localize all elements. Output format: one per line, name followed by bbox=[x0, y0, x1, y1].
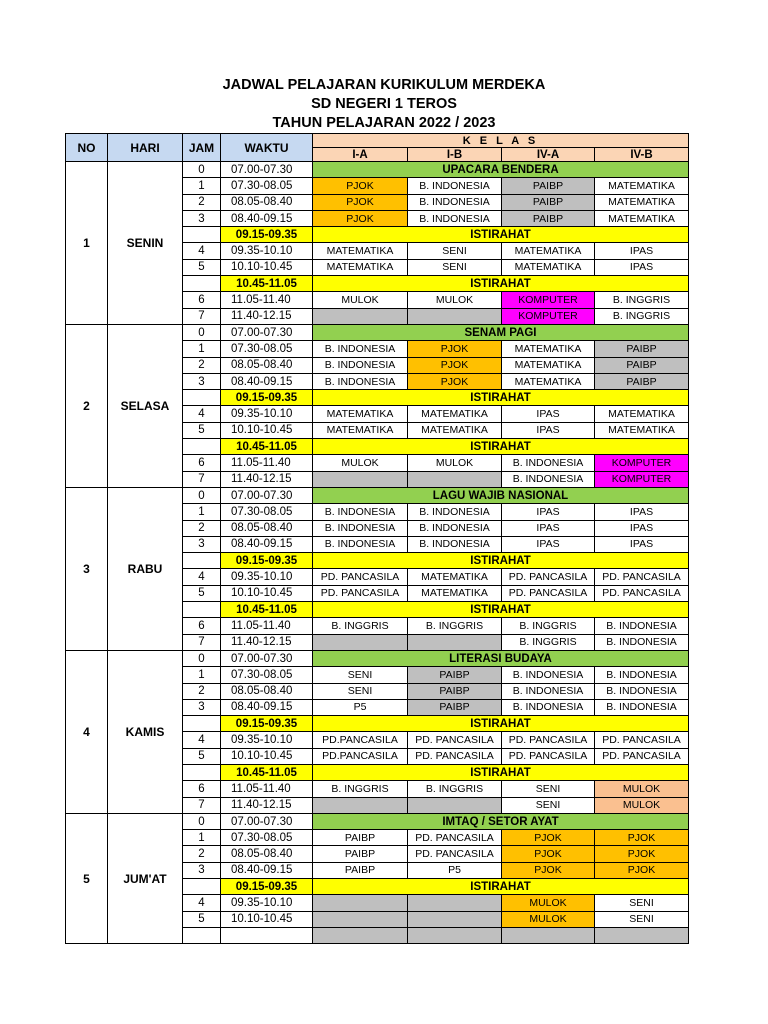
subject-cell: B. INDONESIA bbox=[408, 178, 502, 194]
subject-cell: MATEMATIKA bbox=[313, 259, 408, 275]
subject-cell: B. INGGRIS bbox=[595, 292, 689, 308]
jam-number: 0 bbox=[183, 162, 221, 178]
subject-cell: B. INDONESIA bbox=[502, 471, 595, 487]
jam-number: 4 bbox=[183, 243, 221, 259]
jam-number: 4 bbox=[183, 569, 221, 585]
subject-cell: B. INDONESIA bbox=[313, 341, 408, 357]
time-slot: 11.40-12.15 bbox=[221, 308, 313, 324]
time-slot: 08.40-09.15 bbox=[221, 699, 313, 715]
time-slot: 08.05-08.40 bbox=[221, 357, 313, 373]
subject-cell bbox=[313, 634, 408, 650]
subject-cell: B. INGGRIS bbox=[502, 618, 595, 634]
subject-cell: KOMPUTER bbox=[502, 292, 595, 308]
break-label: ISTIRAHAT bbox=[313, 276, 689, 292]
activity-label: UPACARA BENDERA bbox=[313, 162, 689, 178]
subject-cell: MATEMATIKA bbox=[408, 585, 502, 601]
subject-cell: IPAS bbox=[595, 259, 689, 275]
day-number: 4 bbox=[66, 650, 108, 813]
subject-cell: SENI bbox=[313, 667, 408, 683]
subject-cell: PJOK bbox=[595, 862, 689, 878]
header-class-ib: I-B bbox=[408, 148, 502, 162]
subject-cell: PJOK bbox=[502, 830, 595, 846]
subject-cell: MATEMATIKA bbox=[502, 259, 595, 275]
subject-cell: IPAS bbox=[502, 504, 595, 520]
subject-cell: MATEMATIKA bbox=[408, 422, 502, 438]
break-time: 09.15-09.35 bbox=[221, 879, 313, 895]
schedule-row bbox=[66, 487, 689, 503]
jam-number: 1 bbox=[183, 667, 221, 683]
time-slot: 10.10-10.45 bbox=[221, 585, 313, 601]
subject-cell: PJOK bbox=[595, 846, 689, 862]
jam-number: 1 bbox=[183, 341, 221, 357]
jam-number: 6 bbox=[183, 292, 221, 308]
subject-cell: PD. PANCASILA bbox=[313, 569, 408, 585]
subject-cell: B. INDONESIA bbox=[595, 634, 689, 650]
jam-number: 1 bbox=[183, 178, 221, 194]
time-slot: 10.10-10.45 bbox=[221, 422, 313, 438]
subject-cell: PJOK bbox=[313, 210, 408, 226]
break-time: 09.15-09.35 bbox=[221, 227, 313, 243]
jam-number: 0 bbox=[183, 813, 221, 829]
break-time: 10.45-11.05 bbox=[221, 276, 313, 292]
subject-cell: B. INDONESIA bbox=[502, 699, 595, 715]
subject-cell: B. INDONESIA bbox=[595, 683, 689, 699]
time-slot: 07.30-08.05 bbox=[221, 667, 313, 683]
subject-cell: PJOK bbox=[502, 862, 595, 878]
jam-empty bbox=[183, 716, 221, 732]
subject-cell: KOMPUTER bbox=[595, 455, 689, 471]
break-time: 10.45-11.05 bbox=[221, 602, 313, 618]
subject-cell: PJOK bbox=[408, 373, 502, 389]
jam-number: 2 bbox=[183, 520, 221, 536]
subject-cell: PAIBP bbox=[502, 178, 595, 194]
schedule-row bbox=[66, 650, 689, 666]
subject-cell bbox=[313, 895, 408, 911]
subject-cell: MATEMATIKA bbox=[502, 357, 595, 373]
jam-number: 2 bbox=[183, 683, 221, 699]
subject-cell: PD. PANCASILA bbox=[595, 732, 689, 748]
time-slot: 11.40-12.15 bbox=[221, 797, 313, 813]
subject-cell: PAIBP bbox=[408, 667, 502, 683]
header-no: NO bbox=[66, 134, 108, 162]
break-label: ISTIRAHAT bbox=[313, 227, 689, 243]
subject-cell: SENI bbox=[595, 911, 689, 927]
jam-number: 7 bbox=[183, 634, 221, 650]
subject-cell: PJOK bbox=[408, 357, 502, 373]
subject-cell: B. INDONESIA bbox=[502, 455, 595, 471]
jam-number: 6 bbox=[183, 455, 221, 471]
subject-cell: P5 bbox=[408, 862, 502, 878]
time-slot: 07.00-07.30 bbox=[221, 487, 313, 503]
time-slot: 08.05-08.40 bbox=[221, 683, 313, 699]
break-label: ISTIRAHAT bbox=[313, 602, 689, 618]
subject-cell: B. INDONESIA bbox=[313, 357, 408, 373]
header-class-ivb: IV-B bbox=[595, 148, 689, 162]
time-slot: 09.35-10.10 bbox=[221, 243, 313, 259]
schedule-row bbox=[66, 324, 689, 340]
subject-cell: KOMPUTER bbox=[595, 471, 689, 487]
jam-number: 4 bbox=[183, 895, 221, 911]
jam-number: 3 bbox=[183, 862, 221, 878]
schedule-row bbox=[66, 162, 689, 178]
break-label: ISTIRAHAT bbox=[313, 553, 689, 569]
subject-cell: MULOK bbox=[313, 292, 408, 308]
jam-number: 3 bbox=[183, 699, 221, 715]
subject-cell: PD. PANCASILA bbox=[502, 585, 595, 601]
time-slot: 10.10-10.45 bbox=[221, 259, 313, 275]
time-slot: 09.35-10.10 bbox=[221, 895, 313, 911]
subject-cell: B. INDONESIA bbox=[408, 210, 502, 226]
subject-cell bbox=[408, 927, 502, 943]
header-waktu: WAKTU bbox=[221, 134, 313, 162]
time-slot: 09.35-10.10 bbox=[221, 732, 313, 748]
break-time: 09.15-09.35 bbox=[221, 390, 313, 406]
subject-cell: MULOK bbox=[502, 895, 595, 911]
subject-cell: MATEMATIKA bbox=[595, 178, 689, 194]
time-slot: 08.05-08.40 bbox=[221, 194, 313, 210]
time-slot: 08.40-09.15 bbox=[221, 210, 313, 226]
activity-label: LITERASI BUDAYA bbox=[313, 650, 689, 666]
subject-cell: PAIBP bbox=[595, 357, 689, 373]
break-label: ISTIRAHAT bbox=[313, 439, 689, 455]
day-number: 1 bbox=[66, 162, 108, 325]
subject-cell: PD. PANCASILA bbox=[408, 748, 502, 764]
subject-cell: PJOK bbox=[595, 830, 689, 846]
subject-cell: MULOK bbox=[313, 455, 408, 471]
subject-cell: B. INGGRIS bbox=[313, 618, 408, 634]
subject-cell: PAIBP bbox=[595, 373, 689, 389]
subject-cell: MATEMATIKA bbox=[502, 341, 595, 357]
header-jam: JAM bbox=[183, 134, 221, 162]
time-slot: 10.10-10.45 bbox=[221, 748, 313, 764]
jam-number: 3 bbox=[183, 210, 221, 226]
subject-cell bbox=[313, 911, 408, 927]
subject-cell: SENI bbox=[502, 781, 595, 797]
subject-cell: B. INGGRIS bbox=[408, 618, 502, 634]
subject-cell: PJOK bbox=[313, 178, 408, 194]
time-slot: 07.30-08.05 bbox=[221, 830, 313, 846]
jam-number: 3 bbox=[183, 373, 221, 389]
school-name: SD NEGERI 1 TEROS bbox=[311, 96, 457, 112]
subject-cell: PD.PANCASILA bbox=[313, 748, 408, 764]
time-slot: 07.00-07.30 bbox=[221, 324, 313, 340]
time-slot: 08.40-09.15 bbox=[221, 536, 313, 552]
subject-cell: PD. PANCASILA bbox=[595, 569, 689, 585]
time-slot: 11.40-12.15 bbox=[221, 634, 313, 650]
schedule-row bbox=[66, 813, 689, 829]
jam-number: 5 bbox=[183, 911, 221, 927]
subject-cell: B. INDONESIA bbox=[313, 520, 408, 536]
subject-cell: B. INDONESIA bbox=[408, 194, 502, 210]
break-time: 10.45-11.05 bbox=[221, 764, 313, 780]
day-name: JUM'AT bbox=[108, 813, 183, 943]
subject-cell: B. INDONESIA bbox=[595, 618, 689, 634]
subject-cell: B. INGGRIS bbox=[313, 781, 408, 797]
jam-number: 4 bbox=[183, 406, 221, 422]
jam-number: 7 bbox=[183, 797, 221, 813]
jam-number: 5 bbox=[183, 259, 221, 275]
jam-empty bbox=[183, 879, 221, 895]
jam-number: 3 bbox=[183, 536, 221, 552]
subject-cell bbox=[313, 797, 408, 813]
jam-number: 4 bbox=[183, 732, 221, 748]
subject-cell: PD. PANCASILA bbox=[313, 585, 408, 601]
subject-cell: IPAS bbox=[502, 422, 595, 438]
subject-cell: B. INGGRIS bbox=[408, 781, 502, 797]
jam-number: 0 bbox=[183, 487, 221, 503]
subject-cell bbox=[595, 927, 689, 943]
subject-cell: MATEMATIKA bbox=[502, 373, 595, 389]
subject-cell: SENI bbox=[595, 895, 689, 911]
activity-label: IMTAQ / SETOR AYAT bbox=[313, 813, 689, 829]
activity-label: LAGU WAJIB NASIONAL bbox=[313, 487, 689, 503]
subject-cell: PD. PANCASILA bbox=[408, 732, 502, 748]
break-time: 09.15-09.35 bbox=[221, 716, 313, 732]
subject-cell: B. INDONESIA bbox=[313, 373, 408, 389]
jam-empty bbox=[183, 602, 221, 618]
jam-number: 1 bbox=[183, 830, 221, 846]
jam-number: 0 bbox=[183, 650, 221, 666]
subject-cell: KOMPUTER bbox=[502, 308, 595, 324]
jam-empty bbox=[183, 553, 221, 569]
jam-empty bbox=[183, 276, 221, 292]
subject-cell: IPAS bbox=[595, 504, 689, 520]
subject-cell: B. INGGRIS bbox=[595, 308, 689, 324]
subject-cell: IPAS bbox=[502, 406, 595, 422]
subject-cell: SENI bbox=[408, 243, 502, 259]
jam-empty bbox=[183, 390, 221, 406]
subject-cell: PD. PANCASILA bbox=[595, 748, 689, 764]
day-name: SELASA bbox=[108, 324, 183, 487]
subject-cell: PD. PANCASILA bbox=[595, 585, 689, 601]
break-time: 10.45-11.05 bbox=[221, 439, 313, 455]
break-label: ISTIRAHAT bbox=[313, 764, 689, 780]
subject-cell bbox=[408, 308, 502, 324]
jam-empty bbox=[183, 764, 221, 780]
subject-cell: MATEMATIKA bbox=[313, 406, 408, 422]
subject-cell: MATEMATIKA bbox=[595, 194, 689, 210]
subject-cell bbox=[408, 634, 502, 650]
subject-cell: B. INDONESIA bbox=[502, 667, 595, 683]
day-number: 3 bbox=[66, 487, 108, 650]
subject-cell: PD.PANCASILA bbox=[313, 732, 408, 748]
time-slot: 07.00-07.30 bbox=[221, 813, 313, 829]
subject-cell: P5 bbox=[313, 699, 408, 715]
schedule-table bbox=[65, 133, 689, 944]
subject-cell: PAIBP bbox=[408, 683, 502, 699]
subject-cell: PAIBP bbox=[502, 210, 595, 226]
subject-cell: PJOK bbox=[313, 194, 408, 210]
jam-empty bbox=[183, 227, 221, 243]
header-class-ia: I-A bbox=[313, 148, 408, 162]
day-name: KAMIS bbox=[108, 650, 183, 813]
subject-cell: PAIBP bbox=[502, 194, 595, 210]
subject-cell: PAIBP bbox=[408, 699, 502, 715]
time-slot: 11.05-11.40 bbox=[221, 292, 313, 308]
time-slot: 07.30-08.05 bbox=[221, 504, 313, 520]
break-label: ISTIRAHAT bbox=[313, 716, 689, 732]
subject-cell: IPAS bbox=[502, 520, 595, 536]
day-number: 5 bbox=[66, 813, 108, 943]
subject-cell: MULOK bbox=[595, 797, 689, 813]
time-slot: 11.05-11.40 bbox=[221, 618, 313, 634]
subject-cell: PAIBP bbox=[313, 846, 408, 862]
time-empty bbox=[221, 927, 313, 943]
time-slot: 08.05-08.40 bbox=[221, 846, 313, 862]
subject-cell: B. INDONESIA bbox=[408, 520, 502, 536]
jam-empty bbox=[183, 439, 221, 455]
subject-cell: MATEMATIKA bbox=[595, 210, 689, 226]
academic-year: TAHUN PELAJARAN 2022 / 2023 bbox=[272, 115, 496, 131]
subject-cell: PD. PANCASILA bbox=[502, 732, 595, 748]
time-slot: 08.40-09.15 bbox=[221, 373, 313, 389]
subject-cell: PAIBP bbox=[313, 830, 408, 846]
subject-cell: MATEMATIKA bbox=[313, 243, 408, 259]
subject-cell: MULOK bbox=[502, 911, 595, 927]
subject-cell: MATEMATIKA bbox=[595, 422, 689, 438]
jam-number: 5 bbox=[183, 585, 221, 601]
subject-cell: MULOK bbox=[595, 781, 689, 797]
subject-cell: MATEMATIKA bbox=[408, 406, 502, 422]
subject-cell: IPAS bbox=[595, 243, 689, 259]
subject-cell: PD. PANCASILA bbox=[502, 569, 595, 585]
header-kelas: K E L A S bbox=[313, 134, 689, 148]
time-slot: 08.05-08.40 bbox=[221, 520, 313, 536]
schedule-body bbox=[66, 162, 689, 944]
subject-cell: PJOK bbox=[408, 341, 502, 357]
subject-cell: IPAS bbox=[595, 520, 689, 536]
subject-cell: MULOK bbox=[408, 455, 502, 471]
time-slot: 07.30-08.05 bbox=[221, 341, 313, 357]
subject-cell: PD. PANCASILA bbox=[502, 748, 595, 764]
subject-cell: B. INDONESIA bbox=[595, 699, 689, 715]
activity-label: SENAM PAGI bbox=[313, 324, 689, 340]
time-slot: 10.10-10.45 bbox=[221, 911, 313, 927]
subject-cell bbox=[313, 308, 408, 324]
time-slot: 07.00-07.30 bbox=[221, 650, 313, 666]
subject-cell: MATEMATIKA bbox=[313, 422, 408, 438]
subject-cell: SENI bbox=[502, 797, 595, 813]
jam-number: 1 bbox=[183, 504, 221, 520]
day-name: RABU bbox=[108, 487, 183, 650]
time-slot: 09.35-10.10 bbox=[221, 569, 313, 585]
time-slot: 11.40-12.15 bbox=[221, 471, 313, 487]
jam-number: 6 bbox=[183, 618, 221, 634]
day-number: 2 bbox=[66, 324, 108, 487]
subject-cell: B. INDONESIA bbox=[313, 504, 408, 520]
subject-cell: B. INDONESIA bbox=[313, 536, 408, 552]
subject-cell bbox=[408, 471, 502, 487]
jam-number: 2 bbox=[183, 846, 221, 862]
day-name: SENIN bbox=[108, 162, 183, 325]
subject-cell: IPAS bbox=[502, 536, 595, 552]
break-label: ISTIRAHAT bbox=[313, 390, 689, 406]
subject-cell: MATEMATIKA bbox=[408, 569, 502, 585]
subject-cell: MATEMATIKA bbox=[595, 406, 689, 422]
jam-number: 2 bbox=[183, 357, 221, 373]
time-slot: 08.40-09.15 bbox=[221, 862, 313, 878]
header-class-iva: IV-A bbox=[502, 148, 595, 162]
jam-number: 0 bbox=[183, 324, 221, 340]
subject-cell: PD. PANCASILA bbox=[408, 830, 502, 846]
subject-cell: PAIBP bbox=[595, 341, 689, 357]
subject-cell bbox=[502, 927, 595, 943]
jam-number: 5 bbox=[183, 748, 221, 764]
subject-cell: SENI bbox=[408, 259, 502, 275]
subject-cell: SENI bbox=[313, 683, 408, 699]
subject-cell: MATEMATIKA bbox=[502, 243, 595, 259]
jam-number: 2 bbox=[183, 194, 221, 210]
time-slot: 07.30-08.05 bbox=[221, 178, 313, 194]
subject-cell bbox=[313, 471, 408, 487]
header-hari: HARI bbox=[108, 134, 183, 162]
jam-empty bbox=[183, 927, 221, 943]
time-slot: 11.05-11.40 bbox=[221, 455, 313, 471]
time-slot: 07.00-07.30 bbox=[221, 162, 313, 178]
jam-number: 5 bbox=[183, 422, 221, 438]
subject-cell bbox=[408, 911, 502, 927]
subject-cell bbox=[408, 797, 502, 813]
jam-number: 6 bbox=[183, 781, 221, 797]
subject-cell bbox=[408, 895, 502, 911]
subject-cell: IPAS bbox=[595, 536, 689, 552]
subject-cell: B. INGGRIS bbox=[502, 634, 595, 650]
subject-cell: PJOK bbox=[502, 846, 595, 862]
subject-cell: PAIBP bbox=[313, 862, 408, 878]
subject-cell: PD. PANCASILA bbox=[408, 846, 502, 862]
break-time: 09.15-09.35 bbox=[221, 553, 313, 569]
jam-number: 7 bbox=[183, 471, 221, 487]
subject-cell: B. INDONESIA bbox=[502, 683, 595, 699]
subject-cell: MULOK bbox=[408, 292, 502, 308]
time-slot: 09.35-10.10 bbox=[221, 406, 313, 422]
subject-cell: B. INDONESIA bbox=[595, 667, 689, 683]
subject-cell: B. INDONESIA bbox=[408, 536, 502, 552]
jam-number: 7 bbox=[183, 308, 221, 324]
document-title: JADWAL PELAJARAN KURIKULUM MERDEKA bbox=[222, 77, 546, 93]
subject-cell bbox=[313, 927, 408, 943]
subject-cell: B. INDONESIA bbox=[408, 504, 502, 520]
break-label: ISTIRAHAT bbox=[313, 879, 689, 895]
time-slot: 11.05-11.40 bbox=[221, 781, 313, 797]
